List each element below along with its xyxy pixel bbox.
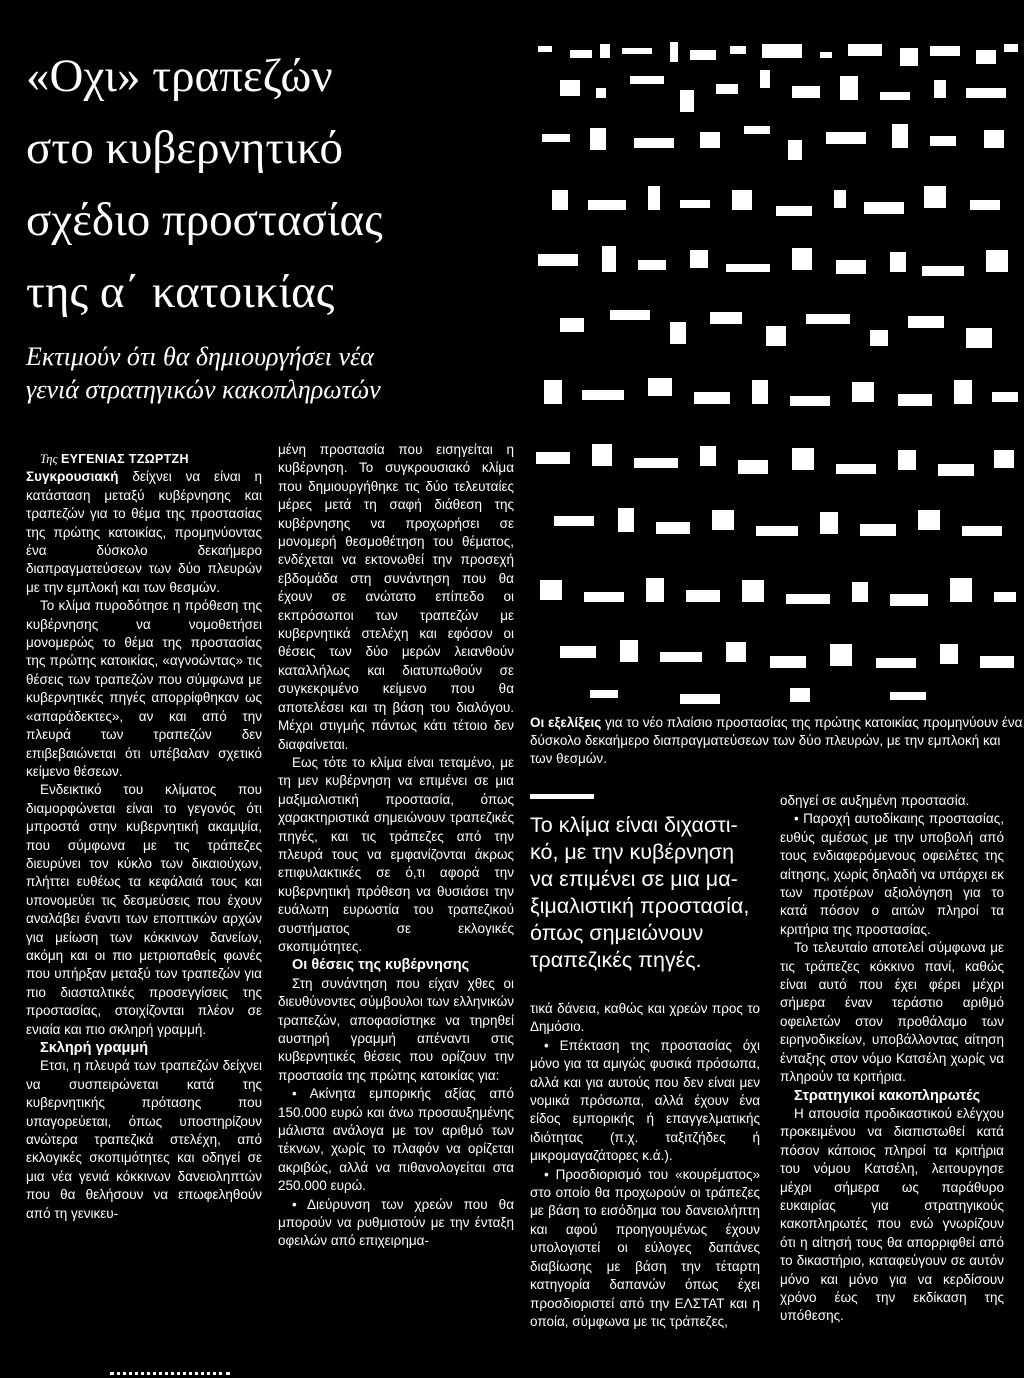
lead-strong: Συγκρουσιακή — [26, 469, 119, 485]
paragraph: Ετσι, η πλευρά των τραπεζών δείχνει να συσπειρώνεται κατά της κυβερνητικής πρότασης που υπαγορεύεται, όπως υποστηρίζουν ανώτερα τραπεζικά στελέχη, από εκλογικές σκοπιμότητες και οδηγεί σε μια νέα γενιά κόκκινων δανειοληπτών που θα θελήσουν να επωφεληθούν από τη γενικευ- — [26, 1058, 262, 1221]
byline-prefix: Της — [40, 452, 58, 466]
photo-buildings-graphic — [530, 40, 1024, 712]
section-heading: Σκληρή γραμμή — [40, 1040, 149, 1056]
paragraph: οδηγεί σε αυξημένη προστασία. — [780, 793, 970, 808]
pull-quote-line: κό, με την κυβέρνηση — [530, 840, 735, 864]
pull-quote-line: να επιμένει σε μια μα- — [530, 867, 738, 891]
headline — [26, 40, 516, 328]
paragraph: Το κλίμα πυροδότησε η πρόθεση της κυβέρνησης να νομοθετήσει μονομερώς το θέμα της προστασίας της πρώτης κατοικίας, «αγνοώντας» τις θέσεις των τραπεζών που σύμφωνα με κυβερνητικές πηγές απορρίφθηκαν ως «απαράδεκτες», αν και από την πλευρά των τραπεζών δεν επιβεβαιώνεται ότι υπέβαλαν σχετικό κείμενο θέσεων. — [26, 598, 262, 779]
photo-caption — [530, 714, 1024, 768]
headline-line: σχέδιο προστασίας — [26, 194, 383, 246]
caption-strong: Οι εξελίξεις — [530, 715, 602, 730]
article-column-3 — [530, 1000, 760, 1331]
subhead-line: Εκτιμούν ότι θα δημιουργήσει νέα — [26, 342, 374, 371]
article-column-2 — [278, 441, 514, 1251]
paragraph: μένη προστασία που εισηγείται η κυβέρνηση. Το συγκρουσιακό κλίμα που δημιουργήθηκε τις δύο τελευταίες μέρες μετά τη σαφή διάθεση της κυβέρνησης να προχωρήσει σε μονομερή θεσμοθέτηση του θέματος, ενδέχεται να εκτονωθεί την προσεχή εβδομάδα στη συνάντηση που θα έχουν σε ανώτατο επίπεδο οι εκπρόσωποι των τραπεζών με κυβερνητικά στελέχη και εφόσον οι θέσεις των δύο μερών λειανθούν καταλλήλως και διατυπωθούν σε συγκεκριμένο κείμενο που θα αποτελέσει και τη βάση του διαλόγου. Μέχρι στιγμής πάντως κάτι τέτοιο δεν διαφαίνεται. — [278, 442, 514, 752]
pull-quote-line: τραπεζικές πηγές. — [530, 948, 702, 972]
pull-quote-rule — [530, 794, 594, 799]
headline-line: «Οχι» τραπεζών — [26, 50, 333, 102]
paragraph: Η απουσία προδικαστικού ελέγχου προκειμένου να διαπιστωθεί κατά πόσον κάποιος πληροί τα κριτήρια του νόμου Κατσέλη, λειτουργησε μέχρι σήμερα ως παράθυρο ευκαιρίας για στρατηγικούς κακοπληρωτές που ενώ γνωρίζουν ότι η αίτησή τους θα απορριφθεί από το δικαστήριο, καταφεύγουν σε αυτόν μόνο και μόνο για να κερδίσουν χρόνο έως την εκδίκαση της υπόθεσης. — [780, 1105, 1004, 1324]
section-heading: Οι θέσεις της κυβέρνησης — [292, 957, 470, 974]
byline — [26, 450, 262, 468]
lead-paragraph — [26, 468, 262, 597]
bullet-item: • Επέκταση της προστασίας όχι μόνο για τα αμιγώς φυσικά πρόσωπα, αλλά και για αυτούς που δεν είναι μεν νομικά πρόσωπα, αλλά έχουν ένα είδος εμπορικής ή επαγγελματικής ιδιότητας (π.χ. ταξιτζήδες ή μικρομαγαζάτορες κ.ά.). — [530, 1037, 760, 1164]
city-aerial-photo — [530, 40, 1024, 712]
headline-line: της α΄ κατοικίας — [26, 266, 335, 318]
paragraph: Το τελευταίο αποτελεί σύμφωνα με τις τράπεζες κόκκινο πανί, καθώς είναι αυτό που έχει φέρει μέχρι σήμερα έναν τεράστιο αριθμό οφειλετών στον προθάλαμο των ειρηνοδικείων, υποβάλλοντας αίτηση ένταξης στον νόμο Κατσέλη χωρίς να πληρούν τα κριτήρια. — [780, 940, 1004, 1085]
paragraph: τικά δάνεια, καθώς και χρεών προς το Δημόσιο. — [530, 1001, 760, 1035]
pull-quote-line: Το κλίμα είναι διχαστι- — [530, 813, 738, 837]
bullet-item: • Ακίνητα εμπορικής αξίας από 150.000 ευρώ και άνω προσαυξημένης μάλιστα ανάλογα με τον αριθμό των τέκνων, χωρίς το πλαφόν να ορίζεται ακριβώς, αλλά να πιθανολογείται στα 250.000 ευρώ. — [278, 1086, 514, 1194]
paragraph: Ενδεικτικό του κλίματος που διαμορφώνεται είναι το γεγονός ότι μπροστά στην κυβερνητική ακαμψία, που σύμφωνα με τις τράπεζες διευρύνει τον κύκλο των δικαιούχων, πλήττει ευθέως τα κεφάλαιά τους και υπονομεύει τις δεσμεύσεις που έχουν αναλάβει έναντι των εποπτικών αρχών για μείωση των κόκκινων δανείων, ακόμη και οι πιο μετριοπαθείς φωνές που υπήρξαν μεταξύ των τραπεζών για πιο διασταλτικές προσεγγίσεις της προστασίας, στοιχίζονται πλέον σε ενιαία και πιο σκληρή γραμμή. — [26, 782, 262, 1037]
article-column-1 — [26, 450, 262, 1223]
lead-text: δείχνει να είναι η κατάσταση μεταξύ κυβέρνησης και τραπεζών για το θέμα της προστασίας της πρώτης κατοικίας, προμηνύοντας ένα δύσκολο δεκαήμερο διαπραγματεύσεων των δύο πλευρών με την εμπλοκή και των θεσμών. — [26, 469, 262, 595]
footer-divider — [110, 1372, 230, 1375]
paragraph: Στη συνάντηση που είχαν χθες οι διευθύνοντες σύμβουλοι των ελληνικών τραπεζών, αποφασίστηκε να τηρηθεί αυστηρή γραμμή απέναντι στις κυβερνητικές θέσεις που ορίζουν την προστασία της πρώτης κατοικίας για: — [278, 975, 514, 1083]
section-heading: Στρατηγικοί κακοπληρωτές — [794, 1087, 981, 1104]
bullet-item: • Παροχή αυτοδίκαιης προστασίας, ευθύς αμέσως με την υποβολή από τους ενδιαφερόμενους οφειλέτες της αίτησης, χωρίς δηλαδή να υπάρχει εκ των προτέρων αξιολόγηση για το κατά πόσον ο αιτών πληροί τα κριτήρια της προστασίας. — [780, 811, 1004, 937]
pull-quote-line: ξιμαλιστική προστασία, — [530, 894, 750, 918]
pull-quote — [530, 812, 760, 974]
subhead-line: γενιά στρατηγικών κακοπληρωτών — [26, 375, 381, 404]
paragraph: Εως τότε το κλίμα είναι τεταμένο, με τη μεν κυβέρνηση να επιμένει σε μια μαξιμαλιστική προστασία, όπως χαρακτηριστικά σημειώνουν τραπεζικές πηγές, και τις τράπεζες από την πλευρά τους να εμφανίζονται άκρως επιφυλακτικές σε ό,τι αφορά την κυβερνητική πρόθεση να θυσιάσει την ευάλωτη ευρωστία του τραπεζικού συστήματος σε εκλογικές σκοπιμότητες. — [278, 754, 514, 954]
byline-name: ΕΥΓΕΝΙΑΣ ΤΖΩΡΤΖΗ — [61, 452, 189, 466]
pull-quote-line: όπως σημειώνουν — [530, 921, 704, 945]
bullet-item: • Διεύρυνση των χρεών που θα μπορούν να ρυθμιστούν με την ένταξη οφειλών από επιχειρημα- — [278, 1196, 514, 1249]
subheadline — [26, 340, 516, 406]
caption-text: για το νέο πλαίσιο προστασίας της πρώτης κατοικίας προμηνύουν ένα δύσκολο δεκαήμερο διαπραγματεύσεων των δύο πλευρών, με την εμπλοκή και των θεσμών. — [530, 715, 1023, 766]
article-column-4 — [780, 792, 1004, 1326]
bullet-item: • Προσδιορισμό του «κουρέματος» στο οποίο θα προχωρούν οι τράπεζες με βάση το εισόδημα του δανειολήπτη και αφού προηγουμένως έχουν υπολογιστεί οι εύλογες δαπάνες διαβίωσης με βάση την τέταρτη κατηγορία δαπανών όπως έχει προσδιοριστεί από την ΕΛΣΤΑΤ και η οποία, σύμφωνα με τις τράπεζες, — [530, 1166, 760, 1329]
headline-line: στο κυβερνητικό — [26, 122, 344, 174]
